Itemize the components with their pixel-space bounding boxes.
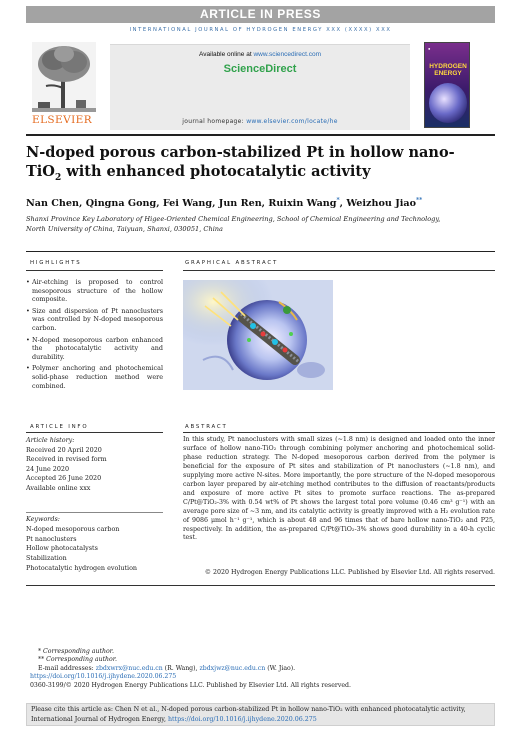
keyword-item: Stabilization	[26, 554, 67, 563]
highlights-rule	[26, 270, 163, 271]
history-item: 24 June 2020	[26, 464, 70, 473]
elsevier-wordmark: ELSEVIER	[32, 114, 92, 126]
keyword-item: Pt nanoclusters	[26, 534, 77, 543]
email-link[interactable]: zbdxwrx@nuc.edu.cn	[95, 664, 163, 672]
abstract-rule	[183, 432, 495, 433]
highlights-heading: HIGHLIGHTS	[30, 260, 82, 266]
author-list: Nan Chen, Qingna Gong, Fei Wang, Jun Ren, Ruixin Wang*, Weizhou Jiao**	[26, 197, 423, 210]
history-item: Received in revised form	[26, 455, 107, 464]
article-info-heading: ARTICLE INFO	[30, 424, 89, 430]
issn-copyright: 0360-3199/© 2020 Hydrogen Energy Publications LLC. Published by Elsevier Ltd. All rights reserved.	[30, 681, 351, 689]
history-item: Accepted 26 June 2020	[26, 474, 102, 483]
doi-link[interactable]: https://doi.org/10.1016/j.ijhydene.2020.06.275	[30, 673, 177, 681]
article-info-rule	[26, 432, 163, 433]
journal-cover	[424, 42, 470, 128]
email-addresses: E-mail addresses: zbdxwrx@nuc.edu.cn (R. Wang), zbdxjwz@nuc.edu.cn (W. Jiao).	[38, 664, 296, 672]
article-in-press-banner: ARTICLE IN PRESS	[26, 6, 495, 23]
cover-title: HYDROGEN ENERGY	[429, 63, 467, 77]
journal-homepage: journal homepage: www.elsevier.com/locate/he	[182, 118, 338, 125]
journal-info-box	[110, 44, 410, 130]
journal-header	[26, 40, 495, 132]
email-link[interactable]: zbdxjwz@nuc.edu.cn	[199, 664, 266, 672]
highlight-item: • Air-etching is proposed to control mesoporous structure of the hollow composite.	[26, 278, 163, 304]
footnotes	[30, 648, 495, 690]
abstract-copyright: © 2020 Hydrogen Energy Publications LLC. Published by Elsevier Ltd. All rights reserved.	[204, 569, 495, 576]
keyword-item: Hollow photocatalysts	[26, 544, 98, 553]
highlight-item: • Polymer anchoring and photochemical solid-phase reduction method were combined.	[26, 364, 163, 390]
article-history	[26, 436, 163, 494]
journal-homepage-link[interactable]: www.elsevier.com/locate/he	[246, 118, 338, 125]
corresponding-author-note: ** Corresponding author.	[38, 656, 118, 664]
history-label: Article history:	[26, 436, 75, 444]
cover-logo-mark: ●	[428, 46, 431, 51]
title-block-rule	[26, 251, 495, 252]
sciencedirect-link[interactable]: www.sciencedirect.com	[253, 51, 321, 58]
highlight-item: • Size and dispersion of Pt nanoclusters was controlled by N-doped mesoporous carbon.	[26, 307, 163, 333]
highlights-list	[26, 278, 163, 393]
history-item: Available online xxx	[26, 483, 91, 492]
keyword-item: N-doped mesoporous carbon	[26, 524, 120, 533]
corresponding-author-note: * Corresponding author.	[38, 648, 114, 655]
keyword-item: Photocatalytic hydrogen evolution	[26, 563, 138, 572]
graphical-abstract-rule	[183, 270, 495, 271]
history-item: Received 20 April 2020	[26, 445, 102, 454]
author[interactable]: Jun Ren	[218, 198, 262, 210]
keywords-block	[26, 515, 163, 574]
citation-doi-link[interactable]: https://doi.org/10.1016/j.ijhydene.2020.06.275	[167, 715, 317, 723]
author[interactable]: Ruixin Wang*	[268, 197, 340, 210]
citation-box: Please cite this article as: Chen N et al., N-doped porous carbon-stabilized Pt in hollow nano-TiO₂ with enhanced photocatalytic activity, International Journal of Hydrogen Energy, https://doi.org/10.1016/j.ijhydene.2020.06.275	[26, 703, 495, 726]
article-title: N-doped porous carbon-stabilized Pt in hollow nano-TiO$_2$ with enhanced photocatalytic activity	[26, 144, 455, 183]
abstract-heading: ABSTRACT	[185, 424, 228, 430]
author[interactable]: Nan Chen	[26, 198, 79, 210]
abstract-text: In this study, Pt nanoclusters with small sizes (~1.8 nm) is designed and loaded onto the inner surface of hollow nano-TiO₂ through combining polymer anchoring and photochemical solid-phase reduction strategy. The N-doped mesoporous carbon derived from the polymer is beneficial for the exposure of Pt sites and stabilization of Pt nanoclusters (~1.8 nm), and supplying more active N-sites. More importantly, the pore structure of the N-doped mesoporous carbon layer prepared by air-etching method contributes to the diffusion of reactants/products and exposure of more active Pt sites to promote surface reactions. The as-prepared C/Pt@TiO₂-3% with 0.54 wt% of Pt shows the largest total pore volume (0.46 cm³ g⁻¹) with an average pore size of ~3 nm, and its catalytic activity is greatly improved with a H₂ evolution rate of 9086 μmol h⁻¹ g⁻¹, which is about 48 and 96 times that of bare hollow nano-TiO₂ and P25, respectively. In addition, the as-prepared C/Pt@TiO₂-3% shows good durability in a 40-h cyclic test.	[183, 436, 495, 542]
highlight-item: • N-doped mesoporous carbon enhanced the photocatalytic activity and durability.	[26, 336, 163, 362]
sciencedirect-logo: ScienceDirect	[223, 63, 297, 75]
graphical-abstract-heading: GRAPHICAL ABSTRACT	[185, 260, 279, 266]
cover-art	[429, 83, 467, 123]
graphical-abstract-figure[interactable]	[183, 280, 333, 390]
available-online: Available online at www.sciencedirect.com	[198, 51, 321, 58]
author[interactable]: Fei Wang	[162, 198, 213, 210]
affiliation: Shanxi Province Key Laboratory of Higee-Oriented Chemical Engineering, School of Chemical Engineering and Technology, North University of China, Taiyuan, Shanxi, 030051, China	[26, 215, 441, 233]
keywords-label: Keywords:	[26, 515, 60, 523]
header-rule	[26, 134, 495, 136]
author[interactable]: Qingna Gong	[85, 198, 157, 210]
abstract-bottom-rule	[26, 585, 495, 586]
journal-reference: INTERNATIONAL JOURNAL OF HYDROGEN ENERGY XXX (XXXX) XXX	[129, 27, 392, 33]
author[interactable]: Weizhou Jiao**	[346, 197, 423, 210]
keywords-rule	[26, 512, 163, 513]
